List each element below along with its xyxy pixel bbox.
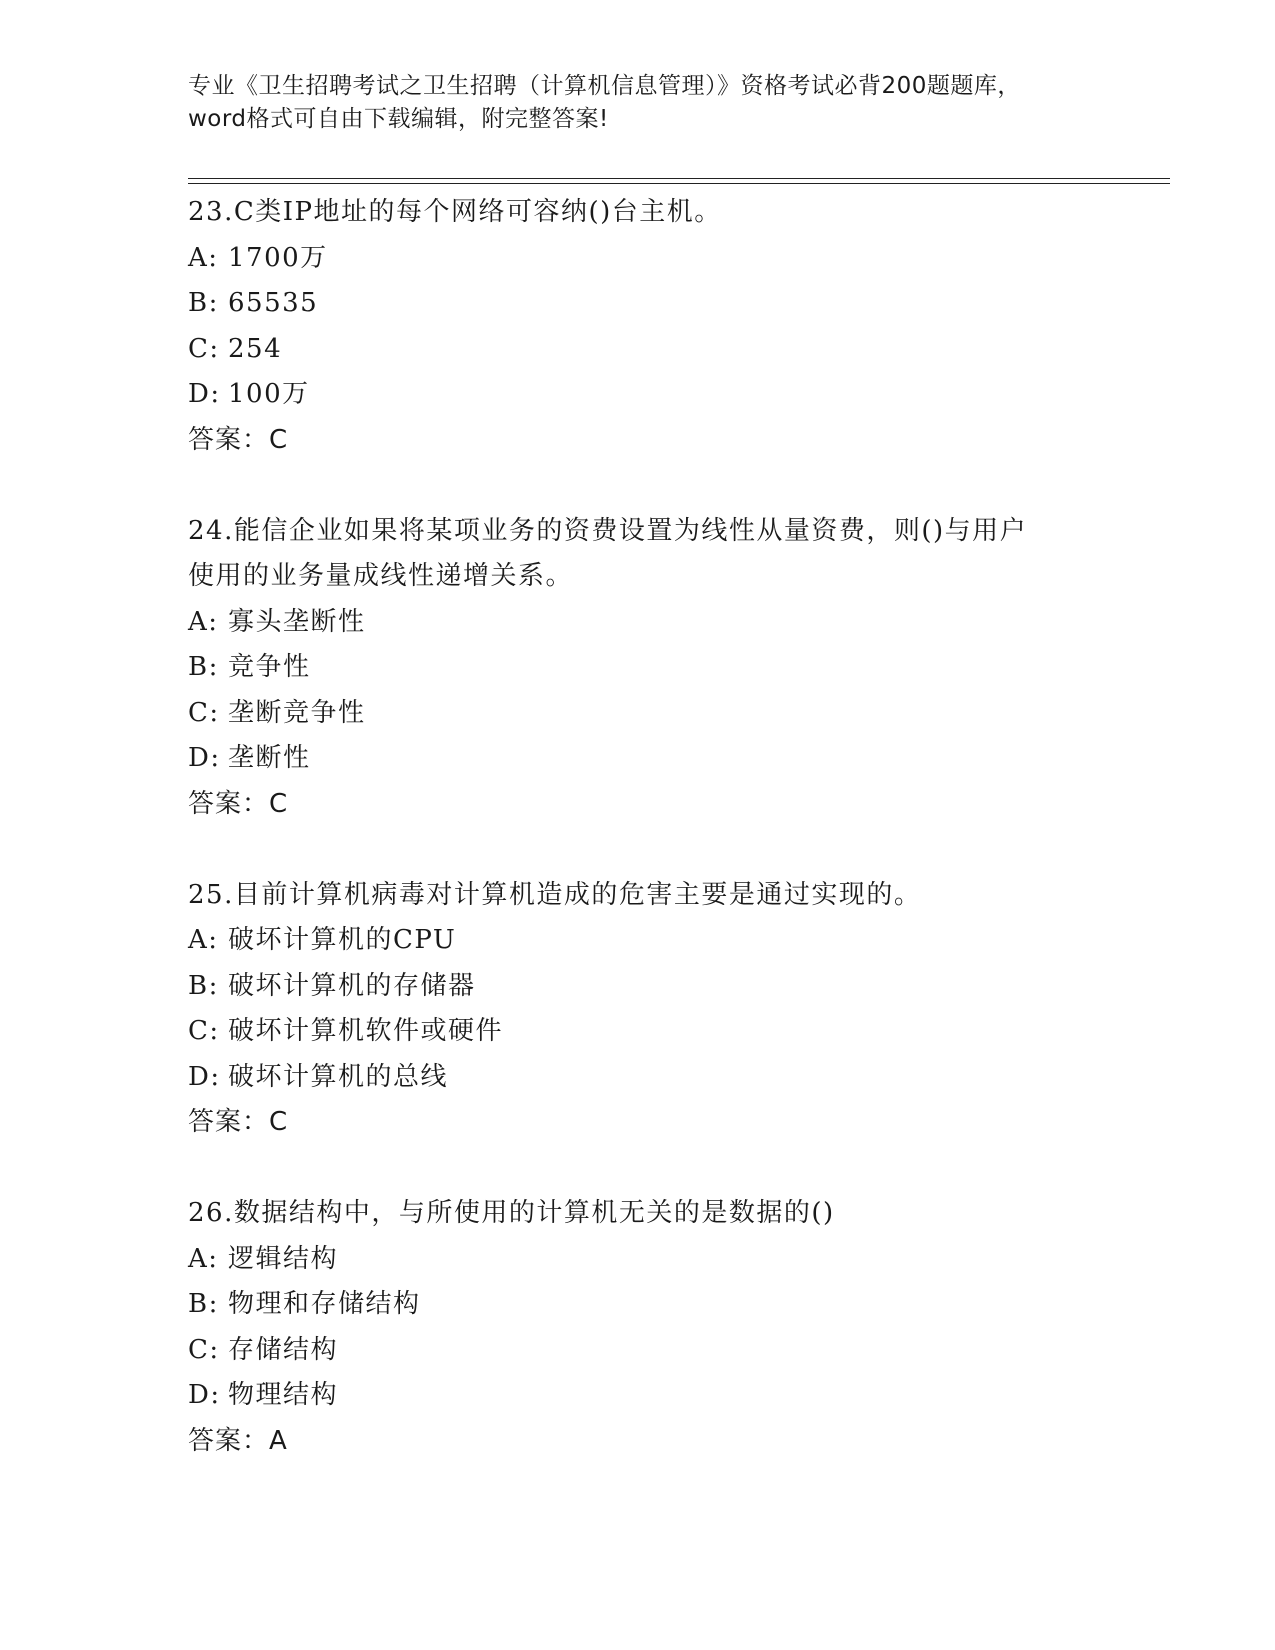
option-text: 1700万 xyxy=(228,242,328,273)
option-text: 寡头垄断性 xyxy=(228,606,366,637)
option-letter: B: xyxy=(188,288,219,318)
option-text: 垄断性 xyxy=(228,743,311,773)
spacer xyxy=(188,827,1148,873)
question-23 xyxy=(188,190,1148,463)
option-letter: B: xyxy=(188,970,219,1001)
question-text: 25.目前计算机病毒对计算机造成的危害主要是通过实现的。 xyxy=(188,879,922,910)
option-text: 破坏计算机的总线 xyxy=(228,1061,449,1092)
option-c xyxy=(188,1009,1148,1055)
option-letter: A: xyxy=(188,1243,219,1274)
option-c xyxy=(188,1328,1148,1374)
question-text: 23.C类IP地址的每个网络可容纳()台主机。 xyxy=(188,197,722,227)
option-d xyxy=(188,1373,1148,1419)
option-text: 存储结构 xyxy=(228,1334,339,1365)
option-letter: A: xyxy=(188,606,219,637)
answer: 答案：C xyxy=(188,424,289,455)
question-text-line-1: 24.能信企业如果将某项业务的资费设置为线性从量资费，则()与用户 xyxy=(188,515,1028,546)
answer: 答案：C xyxy=(188,788,289,819)
option-letter: C: xyxy=(188,697,220,728)
option-text: 破坏计算机的CPU xyxy=(228,925,457,955)
question-text-line-2: 使用的业务量成线性递增关系。 xyxy=(188,561,574,591)
option-d xyxy=(188,1055,1148,1101)
option-a xyxy=(188,1237,1148,1283)
option-a xyxy=(188,918,1148,964)
answer: 答案：C xyxy=(188,1107,289,1137)
option-c xyxy=(188,691,1148,737)
option-c xyxy=(188,327,1148,373)
option-letter: D: xyxy=(188,743,221,773)
option-letter: D: xyxy=(188,379,221,409)
option-b xyxy=(188,645,1148,691)
header-title-line-1: 专业《卫生招聘考试之卫生招聘（计算机信息管理）》资格考试必背200题题库， xyxy=(188,73,1021,99)
option-letter: D: xyxy=(188,1061,221,1092)
option-text: 逻辑结构 xyxy=(228,1243,339,1274)
option-d xyxy=(188,736,1148,782)
question-26 xyxy=(188,1191,1148,1464)
option-letter: B: xyxy=(188,652,219,682)
option-text: 物理结构 xyxy=(228,1380,339,1410)
option-letter: A: xyxy=(188,925,219,955)
option-b xyxy=(188,1282,1148,1328)
option-letter: C: xyxy=(188,333,220,364)
header-divider-bottom xyxy=(188,183,1170,184)
option-text: 竞争性 xyxy=(228,652,311,682)
option-b xyxy=(188,281,1148,327)
option-text: 254 xyxy=(228,333,283,364)
answer: 答案：A xyxy=(188,1425,288,1456)
option-text: 65535 xyxy=(228,288,319,318)
option-text: 破坏计算机的存储器 xyxy=(228,970,476,1001)
option-text: 物理和存储结构 xyxy=(228,1289,421,1319)
option-b xyxy=(188,964,1148,1010)
option-a xyxy=(188,236,1148,282)
option-letter: B: xyxy=(188,1289,219,1319)
spacer xyxy=(188,1146,1148,1192)
question-25 xyxy=(188,873,1148,1146)
option-a xyxy=(188,600,1148,646)
option-letter: C: xyxy=(188,1016,220,1046)
question-24 xyxy=(188,509,1148,828)
option-text: 100万 xyxy=(228,379,310,409)
document-header xyxy=(188,70,1088,136)
option-text: 破坏计算机软件或硬件 xyxy=(228,1016,504,1046)
option-letter: D: xyxy=(188,1380,221,1410)
option-d xyxy=(188,372,1148,418)
option-text: 垄断竞争性 xyxy=(228,697,366,728)
option-letter: A: xyxy=(188,242,219,273)
spacer xyxy=(188,463,1148,509)
question-list xyxy=(188,190,1148,1464)
option-letter: C: xyxy=(188,1334,220,1365)
header-title-line-2: word格式可自由下载编辑，附完整答案! xyxy=(188,106,609,132)
header-divider-top xyxy=(188,178,1170,179)
question-text: 26.数据结构中，与所使用的计算机无关的是数据的() xyxy=(188,1198,835,1228)
